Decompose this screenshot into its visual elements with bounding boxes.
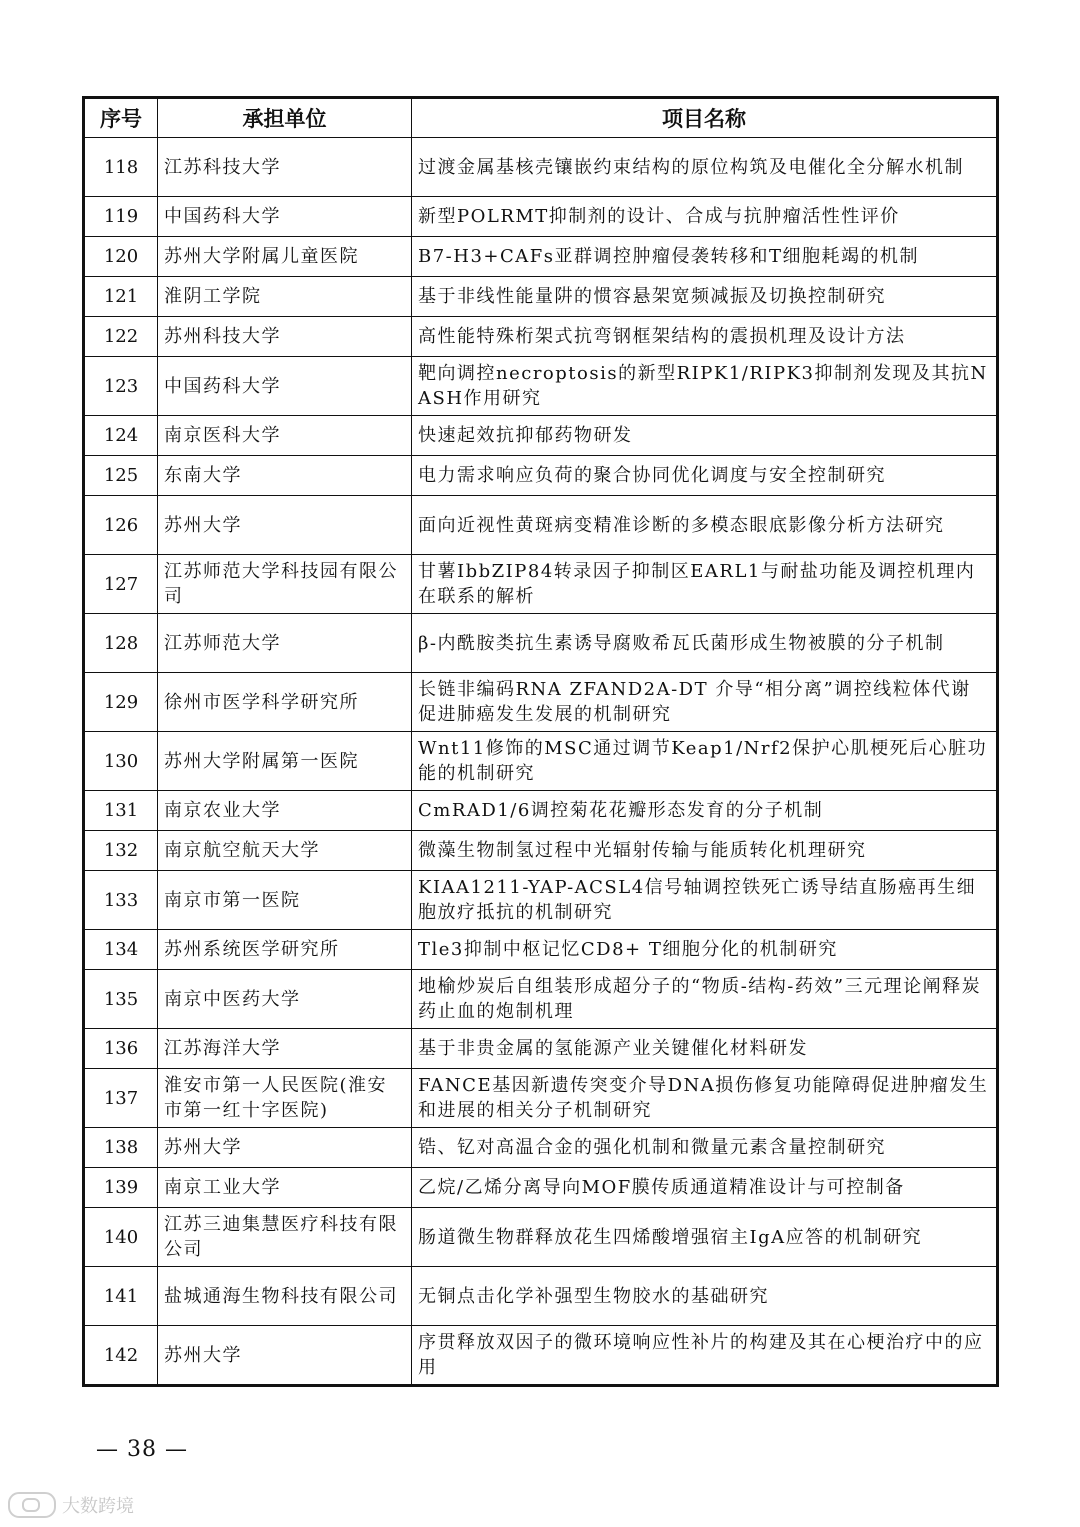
row-serial-number: 130 xyxy=(84,732,158,791)
row-project-name: 基于非线性能量阱的惯容悬架宽频减振及切换控制研究 xyxy=(412,277,998,317)
row-serial-number: 122 xyxy=(84,317,158,357)
table-row xyxy=(84,456,998,496)
project-table xyxy=(82,96,999,1387)
row-project-name: 肠道微生物群释放花生四烯酸增强宿主IgA应答的机制研究 xyxy=(412,1208,998,1267)
table-row xyxy=(84,732,998,791)
row-project-name: 乙烷/乙烯分离导向MOF膜传质通道精准设计与可控制备 xyxy=(412,1168,998,1208)
table-header-row xyxy=(84,98,998,138)
row-undertaking-unit: 江苏海洋大学 xyxy=(158,1029,412,1069)
row-project-name: 甘薯IbbZIP84转录因子抑制区EARL1与耐盐功能及调控机理内在联系的解析 xyxy=(412,555,998,614)
table-row xyxy=(84,277,998,317)
row-undertaking-unit: 南京中医药大学 xyxy=(158,970,412,1029)
watermark-text: 大数跨境 xyxy=(62,1496,134,1517)
row-serial-number: 126 xyxy=(84,496,158,555)
row-serial-number: 118 xyxy=(84,138,158,197)
table-row xyxy=(84,614,998,673)
row-project-name: 靶向调控necroptosis的新型RIPK1/RIPK3抑制剂发现及其抗NASH作用研究 xyxy=(412,357,998,416)
row-project-name: Tle3抑制中枢记忆CD8+ T细胞分化的机制研究 xyxy=(412,930,998,970)
table-row xyxy=(84,791,998,831)
table-row xyxy=(84,138,998,197)
table-row xyxy=(84,1069,998,1128)
row-serial-number: 120 xyxy=(84,237,158,277)
row-undertaking-unit: 苏州科技大学 xyxy=(158,317,412,357)
row-serial-number: 127 xyxy=(84,555,158,614)
row-undertaking-unit: 苏州大学附属第一医院 xyxy=(158,732,412,791)
row-undertaking-unit: 中国药科大学 xyxy=(158,197,412,237)
row-serial-number: 123 xyxy=(84,357,158,416)
row-serial-number: 133 xyxy=(84,871,158,930)
row-project-name: 长链非编码RNA ZFAND2A-DT 介导“相分离”调控线粒体代谢促进肺癌发生发展的机制研究 xyxy=(412,673,998,732)
row-serial-number: 128 xyxy=(84,614,158,673)
row-undertaking-unit: 徐州市医学科学研究所 xyxy=(158,673,412,732)
row-undertaking-unit: 江苏三迪集慧医疗科技有限公司 xyxy=(158,1208,412,1267)
row-undertaking-unit: 苏州系统医学研究所 xyxy=(158,930,412,970)
table-row xyxy=(84,237,998,277)
row-serial-number: 139 xyxy=(84,1168,158,1208)
table-row xyxy=(84,416,998,456)
header-project-name: 项目名称 xyxy=(412,98,998,138)
row-serial-number: 138 xyxy=(84,1128,158,1168)
row-project-name: 序贯释放双因子的微环境响应性补片的构建及其在心梗治疗中的应用 xyxy=(412,1326,998,1386)
row-project-name: 电力需求响应负荷的聚合协同优化调度与安全控制研究 xyxy=(412,456,998,496)
row-project-name: Wnt11修饰的MSC通过调节Keap1/Nrf2保护心肌梗死后心脏功能的机制研究 xyxy=(412,732,998,791)
row-undertaking-unit: 苏州大学 xyxy=(158,496,412,555)
row-undertaking-unit: 南京农业大学 xyxy=(158,791,412,831)
table-row xyxy=(84,930,998,970)
row-project-name: B7-H3+CAFs亚群调控肿瘤侵袭转移和T细胞耗竭的机制 xyxy=(412,237,998,277)
row-project-name: 新型POLRMT抑制剂的设计、合成与抗肿瘤活性性评价 xyxy=(412,197,998,237)
row-project-name: 过渡金属基核壳镶嵌约束结构的原位构筑及电催化全分解水机制 xyxy=(412,138,998,197)
row-project-name: 微藻生物制氢过程中光辐射传输与能质转化机理研究 xyxy=(412,831,998,871)
row-project-name: 锆、钇对高温合金的强化机制和微量元素含量控制研究 xyxy=(412,1128,998,1168)
table-row xyxy=(84,197,998,237)
row-project-name: 地榆炒炭后自组装形成超分子的“物质-结构-药效”三元理论阐释炭药止血的炮制机理 xyxy=(412,970,998,1029)
row-serial-number: 141 xyxy=(84,1267,158,1326)
table-body xyxy=(84,138,998,1386)
table-row xyxy=(84,1326,998,1386)
row-undertaking-unit: 江苏师范大学科技园有限公司 xyxy=(158,555,412,614)
row-serial-number: 119 xyxy=(84,197,158,237)
table-row xyxy=(84,1128,998,1168)
table-row xyxy=(84,831,998,871)
table-row xyxy=(84,496,998,555)
row-project-name: FANCE基因新遗传突变介导DNA损伤修复功能障碍促进肿瘤发生和进展的相关分子机制研究 xyxy=(412,1069,998,1128)
table-row xyxy=(84,871,998,930)
row-serial-number: 137 xyxy=(84,1069,158,1128)
row-undertaking-unit: 苏州大学 xyxy=(158,1326,412,1386)
row-project-name: 面向近视性黄斑病变精准诊断的多模态眼底影像分析方法研究 xyxy=(412,496,998,555)
row-undertaking-unit: 江苏科技大学 xyxy=(158,138,412,197)
header-undertaking-unit: 承担单位 xyxy=(158,98,412,138)
table-row xyxy=(84,1168,998,1208)
row-serial-number: 134 xyxy=(84,930,158,970)
row-undertaking-unit: 江苏师范大学 xyxy=(158,614,412,673)
row-undertaking-unit: 南京航空航天大学 xyxy=(158,831,412,871)
row-project-name: CmRAD1/6调控菊花花瓣形态发育的分子机制 xyxy=(412,791,998,831)
table-row xyxy=(84,555,998,614)
row-serial-number: 140 xyxy=(84,1208,158,1267)
project-table-container xyxy=(82,96,996,1387)
row-serial-number: 136 xyxy=(84,1029,158,1069)
row-undertaking-unit: 东南大学 xyxy=(158,456,412,496)
row-project-name: 基于非贵金属的氢能源产业关键催化材料研发 xyxy=(412,1029,998,1069)
page-number: — 38 — xyxy=(96,1437,188,1462)
row-serial-number: 142 xyxy=(84,1326,158,1386)
row-project-name: 无铜点击化学补强型生物胶水的基础研究 xyxy=(412,1267,998,1326)
row-undertaking-unit: 中国药科大学 xyxy=(158,357,412,416)
row-undertaking-unit: 盐城通海生物科技有限公司 xyxy=(158,1267,412,1326)
row-serial-number: 135 xyxy=(84,970,158,1029)
table-row xyxy=(84,673,998,732)
header-serial-number: 序号 xyxy=(84,98,158,138)
row-serial-number: 132 xyxy=(84,831,158,871)
row-undertaking-unit: 苏州大学 xyxy=(158,1128,412,1168)
row-project-name: 快速起效抗抑郁药物研发 xyxy=(412,416,998,456)
watermark-logo-icon xyxy=(8,1492,56,1518)
watermark xyxy=(8,1492,134,1518)
row-serial-number: 131 xyxy=(84,791,158,831)
row-undertaking-unit: 苏州大学附属儿童医院 xyxy=(158,237,412,277)
table-row xyxy=(84,357,998,416)
row-project-name: 高性能特殊桁架式抗弯钢框架结构的震损机理及设计方法 xyxy=(412,317,998,357)
row-undertaking-unit: 南京市第一医院 xyxy=(158,871,412,930)
row-serial-number: 121 xyxy=(84,277,158,317)
table-row xyxy=(84,1208,998,1267)
row-undertaking-unit: 淮阴工学院 xyxy=(158,277,412,317)
row-undertaking-unit: 南京医科大学 xyxy=(158,416,412,456)
table-row xyxy=(84,1267,998,1326)
row-serial-number: 125 xyxy=(84,456,158,496)
row-project-name: β-内酰胺类抗生素诱导腐败希瓦氏菌形成生物被膜的分子机制 xyxy=(412,614,998,673)
row-serial-number: 129 xyxy=(84,673,158,732)
row-undertaking-unit: 南京工业大学 xyxy=(158,1168,412,1208)
row-project-name: KIAA1211-YAP-ACSL4信号轴调控铁死亡诱导结直肠癌再生细胞放疗抵抗的机制研究 xyxy=(412,871,998,930)
row-serial-number: 124 xyxy=(84,416,158,456)
table-row xyxy=(84,1029,998,1069)
table-row xyxy=(84,317,998,357)
row-undertaking-unit: 淮安市第一人民医院(淮安市第一红十字医院) xyxy=(158,1069,412,1128)
table-row xyxy=(84,970,998,1029)
